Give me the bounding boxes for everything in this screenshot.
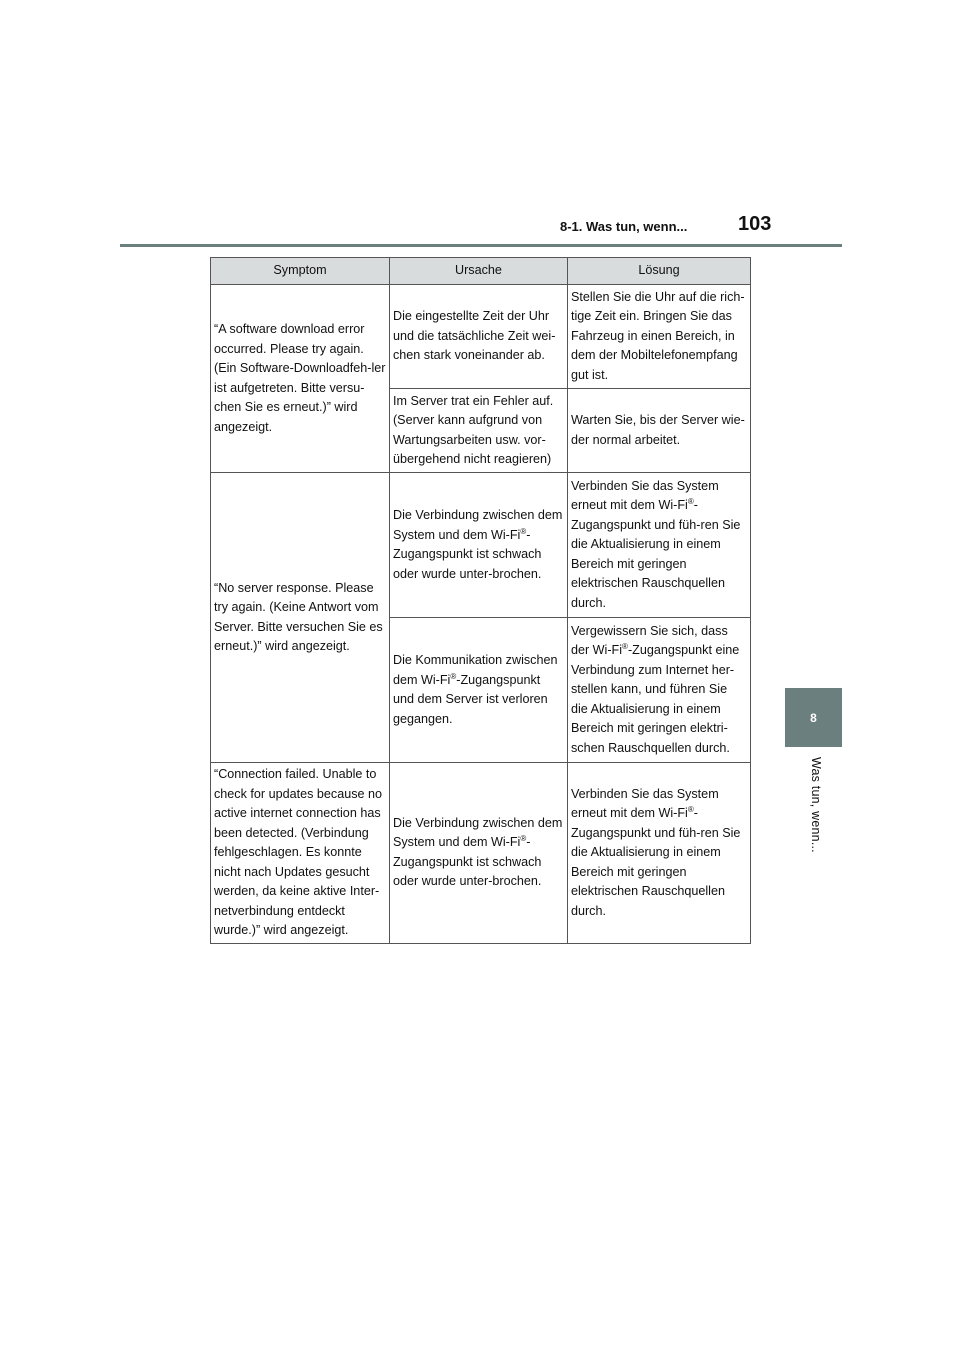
cause-cell (389, 618, 567, 763)
solution-cell: Stellen Sie die Uhr auf die rich-tige Zeit ein. Bringen Sie das Fahrzeug in einen Bereich, in dem der Mobiltelefonempfang gut ist. (567, 285, 750, 389)
registered-mark: ® (687, 804, 694, 814)
cause-cell: Die eingestellte Zeit der Uhr und die tatsächliche Zeit wei-chen stark voneinander ab. (389, 285, 567, 389)
cause-text: Die Kommunikation zwischen dem Wi-Fi (392, 653, 558, 687)
cause-text: Die Verbindung zwischen dem System und dem Wi-Fi (392, 815, 563, 850)
header-divider (120, 244, 842, 247)
symptom-cell: “No server response. Please try again. (Keine Antwort vom Server. Bitte versuchen Sie es erneut.)” wird angezeigt. (211, 473, 390, 763)
registered-mark: ® (520, 526, 527, 536)
chapter-tab (785, 688, 842, 747)
cause-cell: Im Server trat ein Fehler auf. (Server kann aufgrund von Wartungsarbeiten usw. vor-übergehend nicht reagieren) (389, 389, 567, 473)
chapter-title: Was tun, wenn... (809, 757, 823, 853)
cause-cell (389, 473, 567, 618)
cause-text: -Zugangspunkt ist schwach oder wurde unter-brochen. (392, 527, 542, 581)
registered-mark: ® (622, 642, 628, 652)
solution-cell: Warten Sie, bis der Server wie-der normal arbeitet. (567, 389, 750, 473)
chapter-number: 8 (810, 710, 817, 725)
page-number: 103 (738, 213, 772, 235)
solution-text: Verbinden Sie das System erneut mit dem Wi-Fi (570, 478, 719, 513)
symptom-cell: “Connection failed. Unable to check for updates because no active internet connection has been detected. (Verbindung fehlgeschlagen. Es konnte nicht nach Updates gesucht werden, da keine aktive Inter-netverbindung entdeckt wurde.)” wird angezeigt. (211, 763, 390, 944)
solution-text: -Zugangspunkt und füh-ren Sie die Aktualisierung in einem Bereich mit geringen elektrischen Rauschquellen durch. (570, 806, 741, 918)
solution-text: Vergewissern Sie sich, dass der Wi-Fi (570, 623, 728, 658)
symptom-cell: “A software download error occurred. Please try again. (Ein Software-Downloadfeh-ler ist aufgetreten. Bitte versu-chen Sie es erneut.)” wird angezeigt. (211, 285, 390, 473)
registered-mark: ® (450, 671, 457, 681)
table-row (211, 285, 751, 389)
solution-text: Verbinden Sie das System erneut mit dem Wi-Fi (570, 786, 719, 820)
registered-mark: ® (687, 497, 694, 507)
cause-text: -Zugangspunkt ist schwach oder wurde unter-brochen. (392, 835, 542, 889)
solution-cell (567, 618, 750, 763)
column-header-solution: Lösung (567, 258, 750, 285)
table-row (211, 763, 751, 944)
solution-cell (567, 473, 750, 618)
table-header-row (211, 258, 751, 285)
cause-text: Die Verbindung zwischen dem System und dem Wi-Fi (392, 508, 563, 542)
registered-mark: ® (520, 834, 527, 844)
solution-cell (567, 763, 750, 944)
column-header-symptom: Symptom (211, 258, 390, 285)
solution-text: -Zugangspunkt und füh-ren Sie die Aktualisierung in einem Bereich mit geringen elektrischen Rauschquellen durch. (570, 498, 741, 610)
cause-cell (389, 763, 567, 944)
column-header-cause: Ursache (389, 258, 567, 285)
section-title: 8-1. Was tun, wenn... (560, 219, 688, 234)
cause-text: -Zugangspunkt und dem Server ist verloren gegangen. (392, 672, 548, 726)
table-row (211, 473, 751, 618)
troubleshooting-table (210, 257, 751, 944)
solution-text: -Zugangspunkt eine Verbindung zum Internet her-stellen kann, und führen Sie die Aktualisierung in einem Bereich mit geringen elektri-schen Rauschquellen durch. (570, 643, 740, 755)
